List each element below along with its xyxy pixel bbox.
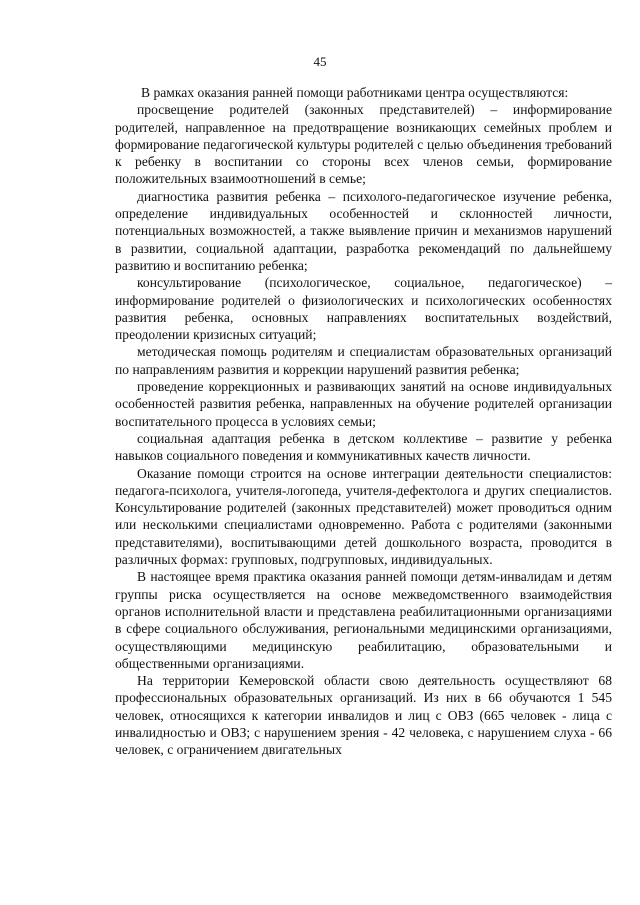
paragraph-kemerovo: На территории Кемеровской области свою деятельность осуществляют 68 профессиональных образовательных организаций. Из них в 66 обучаются 1 545 человек, относящихся к категории инвалидов и лиц с ОВЗ (665 человек - лица с инвалидностью и ОВЗ; с нарушением зрения - 42 человека, с нарушением слуха - 66 человек, с ограничением двигательных (115, 673, 612, 758)
paragraph-intro: В рамках оказания ранней помощи работниками центра осуществляются: (141, 85, 569, 100)
paragraph-interagency: В настоящее время практика оказания ранней помощи детям-инвалидам и детям группы риска осуществляется на основе межведомственного взаимодействия органов исполнительной власти и представлена реабилитационными организациями в сфере социального обслуживания, региональными медицинскими организациями, осуществляющими медицинскую реабилитацию, образовательными и общественными организациями. (115, 569, 612, 671)
paragraph-methodical-help: методическая помощь родителям и специалистам образовательных организаций по направлениям развития и коррекции нарушений развития ребенка; (115, 344, 612, 377)
paragraph-social-adaptation: социальная адаптация ребенка в детском коллективе – развитие у ребенка навыков социального поведения и коммуникативных качеств личности. (115, 430, 612, 464)
paragraph-diagnostics: диагностика развития ребенка – психолого-педагогическое изучение ребенка, определение индивидуальных особенностей и склонностей личности, потенциальных возможностей, а также выявление причин и механизмов нарушений в развитии, социальной адаптации, разработка рекомендаций по дальнейшему развитию и воспитанию ребенка; (115, 188, 612, 273)
paragraph-consulting: консультирование (психологическое, социальное, педагогическое) – информирование родителей о физиологических и психологических особенностях развития ребенка, основных направлениях воспитательных воздействий, преодолении кризисных ситуаций; (115, 275, 612, 343)
paragraph-correctional-classes: проведение коррекционных и развивающих занятий на основе индивидуальных особенностей развития ребенка, направленных на обучение родителей организации воспитательного процесса в условиях семьи; (115, 379, 612, 429)
body-text (115, 84, 612, 759)
paragraph-parent-education: просвещение родителей (законных представителей) – информирование родителей, направленное на предотвращение возникающих семейных проблем и формирование педагогической культуры родителей с целью объединения требований к ребенку в воспитании со стороны всех членов семьи, формирование положительных взаимоотношений в семье; (115, 102, 612, 187)
paragraph-specialists: Оказание помощи строится на основе интеграции деятельности специалистов: педагога-психолога, учителя-логопеда, учителя-дефектолога и других специалистов. Консультирование родителей (законных представителей) может проводиться одним или несколькими специалистами одновременно. Работа с родителями (законными представителями), воспитывающими детей дошкольного возраста, проводится в различных формах: групповых, подгрупповых, индивидуальных. (115, 465, 612, 568)
page-number: 45 (313, 54, 327, 69)
